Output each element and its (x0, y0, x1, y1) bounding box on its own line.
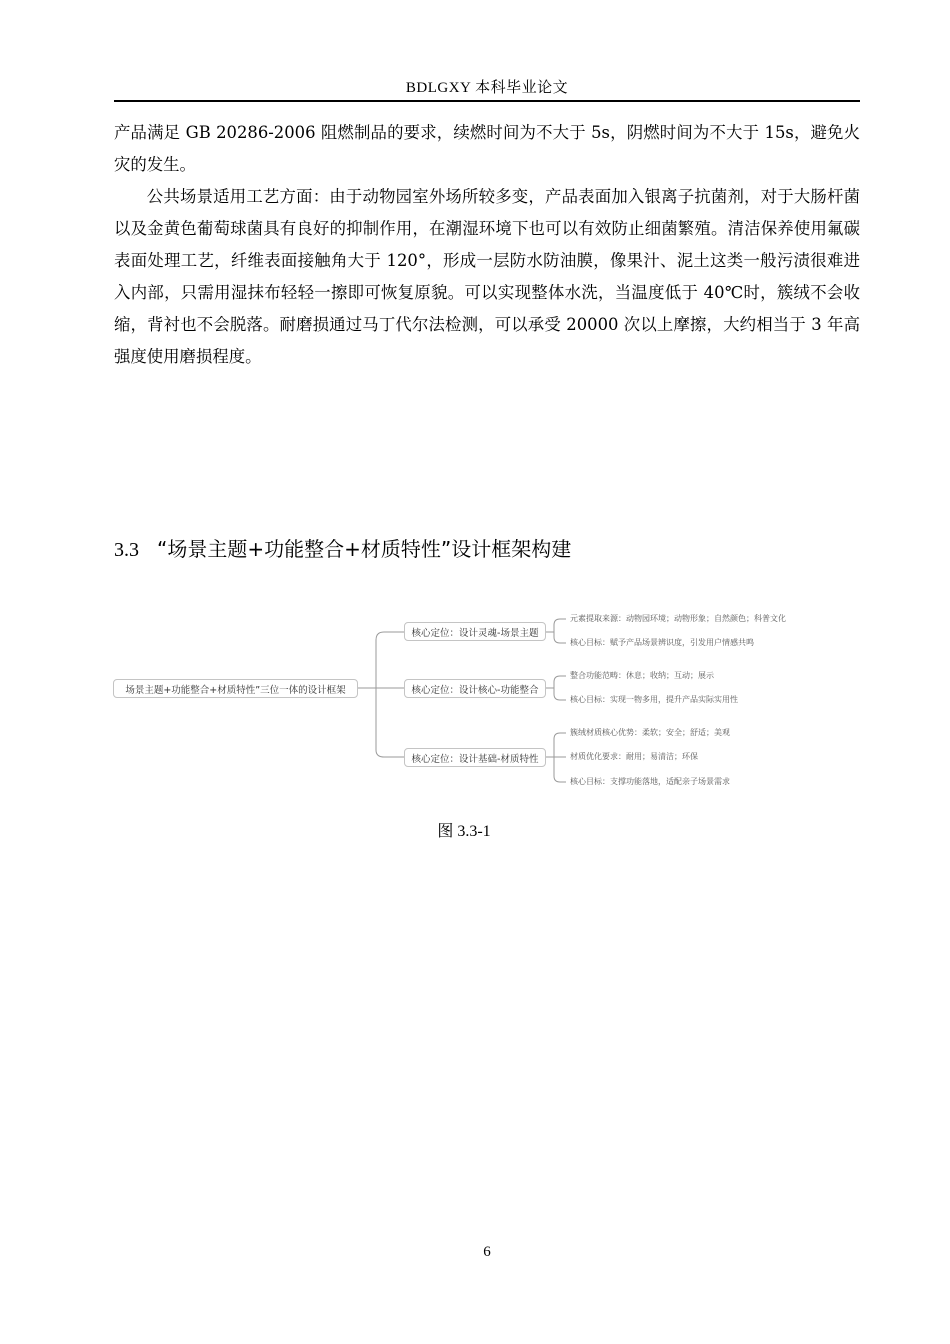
paragraph-2: 公共场景适用工艺方面：由于动物园室外场所较多变，产品表面加入银离子抗菌剂，对于大肠杆菌以及金黄色葡萄球菌具有良好的抑制作用，在潮湿环境下也可以有效防止细菌繁殖。清洁保养使用氟碳表面处理工艺，纤维表面接触角大于 120°，形成一层防水防油膜，像果汁、泥土这类一般污渍很难进入内部，只需用湿抹布轻轻一擦即可恢复原貌。可以实现整体水洗，当温度低于 40℃时，簇绒不会收缩，背衬也不会脱落。耐磨损通过马丁代尔法检测，可以承受 20000 次以上摩擦，大约相当于 3 年高强度使用磨损程度。 (114, 187, 860, 366)
mindmap-leaf: 整合功能范畴：休息；收纳；互动；展示 (570, 671, 714, 680)
mindmap-leaf: 核心目标：赋予产品场景辨识度，引发用户情感共鸣 (570, 638, 754, 647)
connector-branch-1 (546, 619, 566, 643)
section-number: 3.3 (114, 539, 139, 561)
connector-branch-2 (546, 676, 566, 700)
page-number: 6 (483, 1244, 491, 1260)
mindmap-branch-3: 核心定位：设计基础-材质特性 (404, 748, 546, 767)
mindmap-root: 场景主题+功能整合+材质特性”三位一体的设计框架 (113, 679, 358, 698)
figure-caption: 图 3.3-1 (437, 823, 491, 840)
section-title: “场景主题+功能整合+材质特性”设计框架构建 (157, 537, 572, 561)
mindmap-branch-2: 核心定位：设计核心-功能整合 (404, 679, 546, 698)
mindmap-branch-1: 核心定位：设计灵魂-场景主题 (404, 622, 546, 641)
mindmap-leaf: 元素提取来源：动物园环境；动物形象；自然颜色；科普文化 (570, 614, 786, 623)
mindmap-leaf: 核心目标：实现一物多用，提升产品实际实用性 (570, 695, 738, 704)
connector-branch-3 (546, 733, 566, 782)
mindmap-leaf: 核心目标：支撑功能落地，适配亲子场景需求 (570, 777, 730, 786)
paragraph-1: 产品满足 GB 20286-2006 阻燃制品的要求，续燃时间为不大于 5s，阴燃时间为不大于 15s，避免火灾的发生。 (114, 123, 860, 174)
mindmap-leaf: 簇绒材质核心优势：柔软；安全；舒适；美观 (570, 728, 730, 737)
connector-trunk (376, 632, 404, 757)
running-header: BDLGXY 本科毕业论文 (405, 80, 569, 96)
mindmap-leaf: 材质优化要求：耐用；易清洁；环保 (570, 752, 698, 761)
